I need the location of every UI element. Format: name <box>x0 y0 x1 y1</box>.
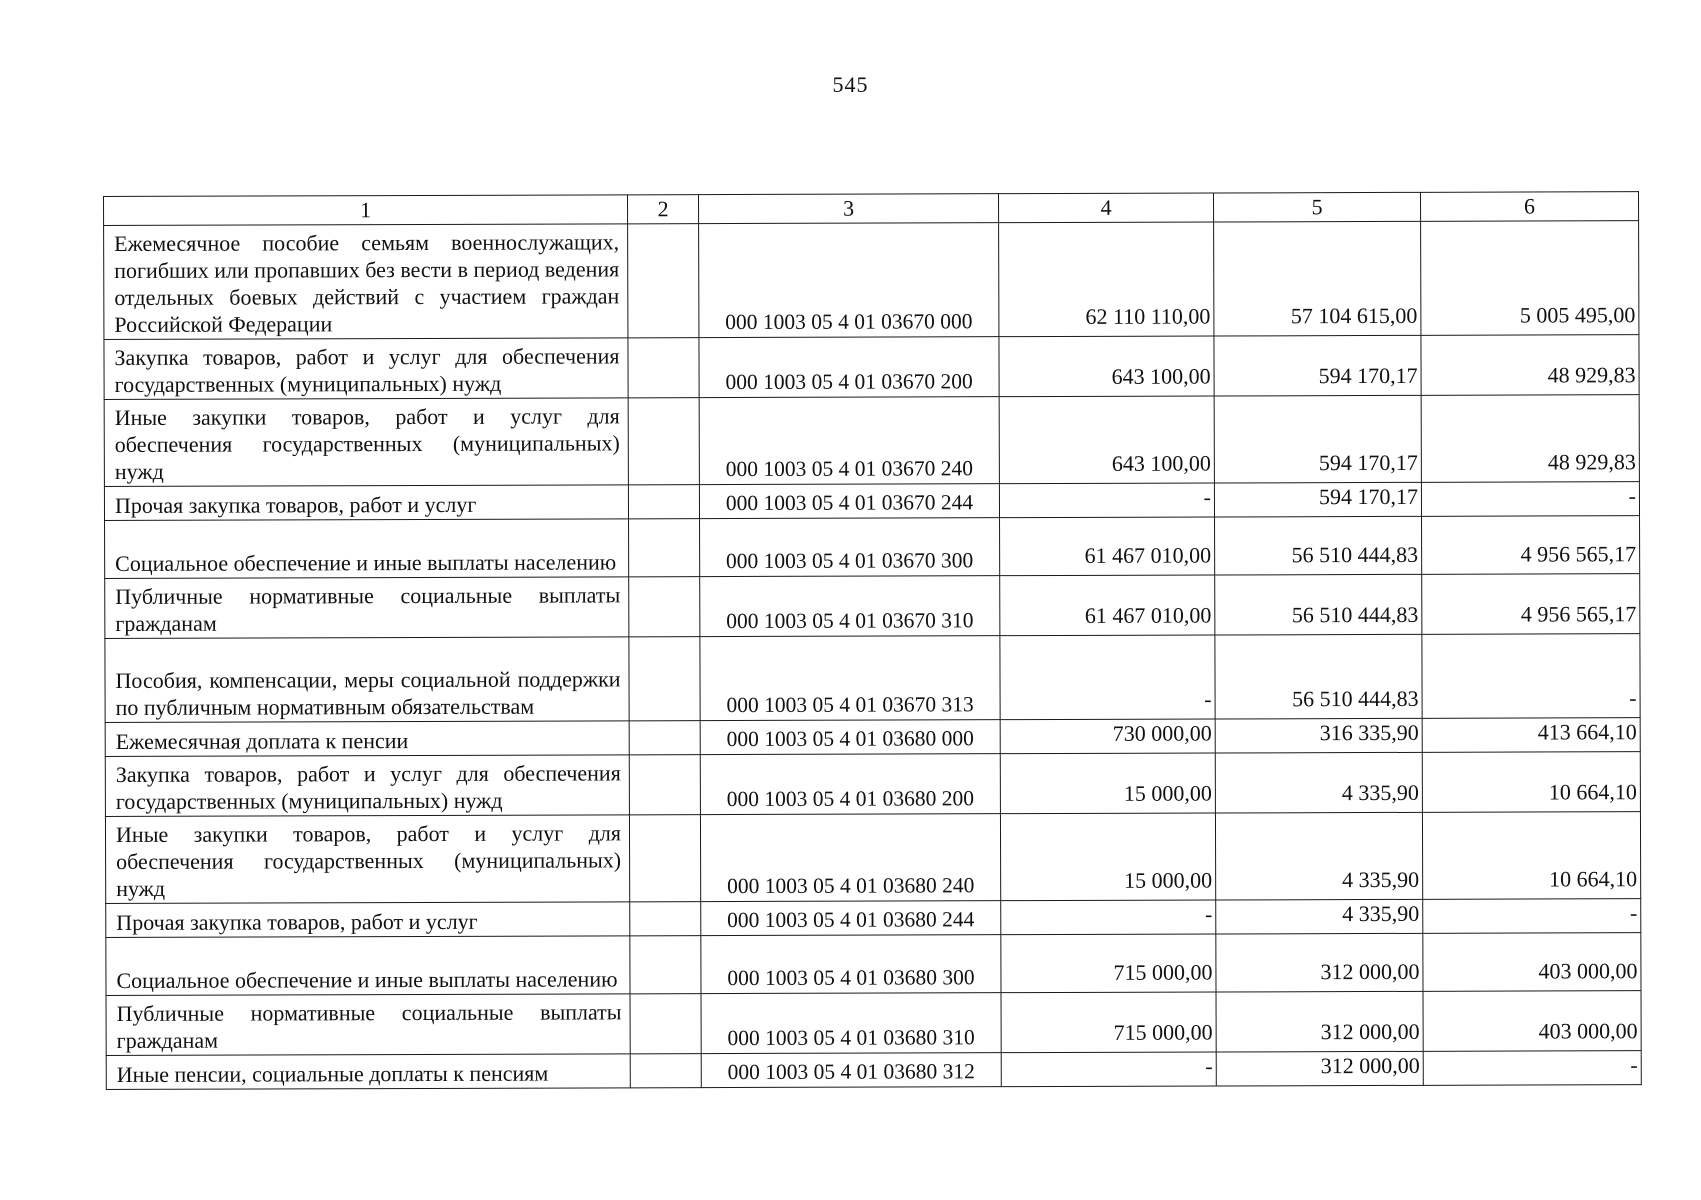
column-header-2: 2 <box>627 195 698 224</box>
row-value-column-6: 48 929,83 <box>1421 395 1639 483</box>
column-header-4: 4 <box>998 193 1213 223</box>
row-value-column-5: 57 104 615,00 <box>1214 221 1421 336</box>
row-value-column-6: - <box>1422 634 1640 719</box>
column-header-5: 5 <box>1213 192 1420 222</box>
row-value-column-4: - <box>1001 900 1216 935</box>
row-value-column-5: 4 335,90 <box>1215 752 1422 813</box>
row-value-column-4: 715 000,00 <box>1001 934 1216 993</box>
row-value-column-4: 61 467 010,00 <box>1000 575 1215 636</box>
table-row <box>104 395 1639 487</box>
table-row <box>105 812 1640 904</box>
row-column-2 <box>629 519 700 577</box>
row-column-2 <box>628 338 699 398</box>
row-value-column-6: 5 005 495,00 <box>1421 221 1639 336</box>
row-value-column-4: - <box>999 483 1214 518</box>
row-description: Ежемесячная доплата к пенсии <box>105 721 629 757</box>
row-value-column-6: 403 000,00 <box>1423 933 1641 992</box>
row-description: Публичные нормативные социальные выплаты гражданам <box>105 577 629 639</box>
row-budget-code: 000 1003 05 4 01 03670 000 <box>699 223 999 338</box>
row-value-column-6: - <box>1421 482 1639 517</box>
column-header-6: 6 <box>1420 192 1638 222</box>
row-value-column-5: 594 170,17 <box>1214 395 1421 483</box>
row-value-column-5: 316 335,90 <box>1215 718 1422 753</box>
row-value-column-5: 56 510 444,83 <box>1215 574 1422 635</box>
row-value-column-5: 312 000,00 <box>1216 1051 1423 1086</box>
table-row <box>106 1051 1641 1090</box>
row-value-column-4: 643 100,00 <box>999 336 1214 397</box>
row-description: Закупка товаров, работ и услуг для обеспечения государственных (муниципальных) нужд <box>105 755 629 817</box>
table-row <box>106 899 1641 938</box>
row-description: Прочая закупка товаров, работ и услуг <box>106 902 630 938</box>
column-header-3: 3 <box>698 194 998 224</box>
row-budget-code: 000 1003 05 4 01 03680 200 <box>700 754 1000 815</box>
row-value-column-4: 61 467 010,00 <box>1000 517 1215 576</box>
row-column-2 <box>630 902 701 936</box>
table-row <box>104 335 1639 400</box>
row-description: Пособия, компенсации, меры социальной поддержки по публичным нормативным обязательствам <box>105 637 629 723</box>
budget-execution-table <box>103 191 1642 1090</box>
row-column-2 <box>628 485 699 519</box>
row-column-2 <box>629 755 700 815</box>
table-row <box>105 634 1640 723</box>
table-row <box>106 933 1641 996</box>
row-description: Иные пенсии, социальные доплаты к пенсиям <box>106 1054 630 1090</box>
row-budget-code: 000 1003 05 4 01 03680 240 <box>700 814 1000 902</box>
column-header-1: 1 <box>104 195 628 226</box>
row-value-column-5: 594 170,17 <box>1214 482 1421 517</box>
row-value-column-4: 730 000,00 <box>1000 719 1215 754</box>
row-value-column-5: 56 510 444,83 <box>1215 634 1422 719</box>
row-budget-code: 000 1003 05 4 01 03670 313 <box>700 636 1000 721</box>
row-value-column-5: 4 335,90 <box>1215 812 1422 900</box>
row-budget-code: 000 1003 05 4 01 03670 200 <box>699 337 999 398</box>
row-value-column-5: 56 510 444,83 <box>1215 516 1422 575</box>
row-column-2 <box>630 1054 701 1088</box>
row-value-column-4: - <box>1001 1052 1216 1087</box>
table-row <box>106 991 1641 1056</box>
row-column-2 <box>628 398 699 485</box>
row-value-column-6: - <box>1423 899 1641 934</box>
row-column-2 <box>630 936 701 994</box>
row-budget-code: 000 1003 05 4 01 03670 244 <box>699 484 999 519</box>
row-column-2 <box>628 224 699 338</box>
row-value-column-6: 403 000,00 <box>1423 991 1641 1052</box>
row-budget-code: 000 1003 05 4 01 03680 300 <box>701 935 1001 994</box>
row-description: Закупка товаров, работ и услуг для обеспечения государственных (муниципальных) нужд <box>104 338 628 400</box>
row-value-column-4: 643 100,00 <box>999 396 1214 484</box>
row-value-column-4: - <box>1000 635 1215 720</box>
table-row <box>104 221 1639 340</box>
row-value-column-5: 312 000,00 <box>1216 933 1423 992</box>
row-budget-code: 000 1003 05 4 01 03680 310 <box>701 993 1001 1054</box>
row-budget-code: 000 1003 05 4 01 03670 310 <box>700 576 1000 637</box>
row-value-column-5: 312 000,00 <box>1216 991 1423 1052</box>
row-value-column-6: 4 956 565,17 <box>1422 574 1640 635</box>
row-description: Социальное обеспечение и иные выплаты населению <box>105 519 629 579</box>
row-value-column-6: 413 664,10 <box>1422 718 1640 753</box>
row-description: Иные закупки товаров, работ и услуг для обеспечения государственных (муниципальных) нужд <box>104 398 628 487</box>
row-column-2 <box>630 994 701 1054</box>
row-value-column-4: 62 110 110,00 <box>999 222 1214 337</box>
row-description: Прочая закупка товаров, работ и услуг <box>104 485 628 521</box>
row-value-column-6: 10 664,10 <box>1422 752 1640 813</box>
table-row <box>104 482 1639 521</box>
row-budget-code: 000 1003 05 4 01 03680 312 <box>701 1053 1001 1088</box>
row-value-column-6: 10 664,10 <box>1422 812 1640 900</box>
row-value-column-5: 4 335,90 <box>1216 899 1423 934</box>
row-value-column-6: 4 956 565,17 <box>1422 516 1640 575</box>
row-value-column-4: 15 000,00 <box>1000 813 1215 901</box>
row-column-2 <box>629 577 700 637</box>
row-description: Иные закупки товаров, работ и услуг для обеспечения государственных (муниципальных) нужд <box>105 815 629 904</box>
table-row <box>105 752 1640 817</box>
row-description: Публичные нормативные социальные выплаты гражданам <box>106 994 630 1056</box>
row-description: Ежемесячное пособие семьям военнослужащих, погибших или пропавших без вести в период ведения отдельных боевых действий с участием граждан Российской Федерации <box>104 224 628 340</box>
row-value-column-4: 715 000,00 <box>1001 992 1216 1053</box>
row-column-2 <box>629 721 700 755</box>
row-budget-code: 000 1003 05 4 01 03670 240 <box>699 397 999 485</box>
table-row <box>105 574 1640 639</box>
row-budget-code: 000 1003 05 4 01 03680 244 <box>701 901 1001 936</box>
row-value-column-6: - <box>1423 1051 1641 1086</box>
row-value-column-6: 48 929,83 <box>1421 335 1639 396</box>
table-row <box>105 516 1640 579</box>
budget-table-container <box>103 191 1642 1090</box>
row-budget-code: 000 1003 05 4 01 03680 000 <box>700 720 1000 755</box>
page-number: 545 <box>832 72 869 97</box>
row-column-2 <box>629 815 700 902</box>
row-column-2 <box>629 637 700 721</box>
row-value-column-5: 594 170,17 <box>1214 335 1421 396</box>
table-body <box>104 221 1642 1090</box>
row-budget-code: 000 1003 05 4 01 03670 300 <box>700 518 1000 577</box>
row-description: Социальное обеспечение и иные выплаты населению <box>106 936 630 996</box>
table-row <box>105 718 1640 757</box>
row-value-column-4: 15 000,00 <box>1000 753 1215 814</box>
